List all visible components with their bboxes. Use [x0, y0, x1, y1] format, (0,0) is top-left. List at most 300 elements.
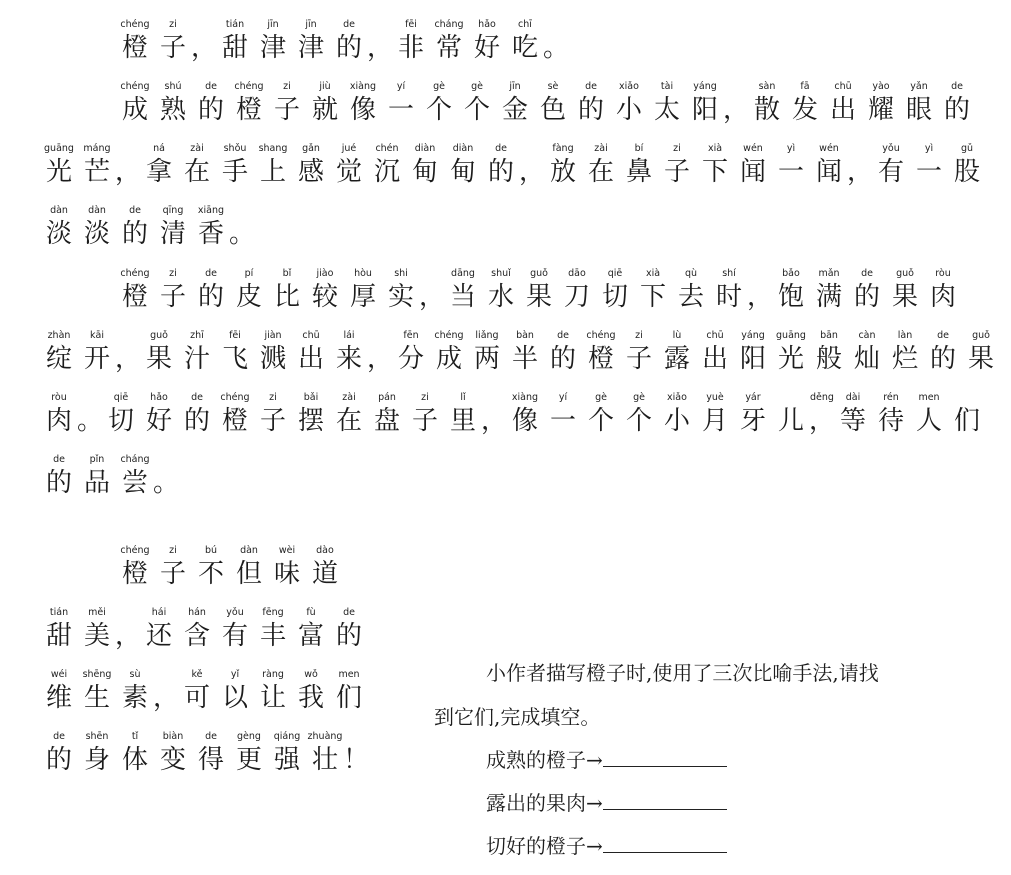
pinyin: yào [872, 81, 890, 92]
hanzi: 露 [663, 344, 690, 374]
hanzi: 的 [335, 33, 362, 63]
pinyin: máng [83, 143, 111, 154]
hanzi: 尝 [121, 468, 148, 498]
hanzi: 果 [967, 344, 994, 374]
hanzi: 小 [615, 95, 642, 125]
hanzi: 手 [221, 157, 248, 187]
char-cell [268, 80, 306, 126]
char-cell [116, 453, 154, 499]
hanzi: 色 [539, 95, 566, 125]
char-cell [230, 730, 268, 776]
char-cell [292, 329, 330, 375]
hanzi: 们 [953, 406, 980, 436]
hanzi: 成 [121, 95, 148, 125]
hanzi: 变 [159, 745, 186, 775]
hanzi: 们 [335, 683, 362, 713]
char-cell [230, 80, 268, 126]
answer-blank-2[interactable] [603, 791, 727, 810]
char-cell [772, 142, 810, 188]
hanzi: ， [115, 344, 142, 374]
hanzi: 光 [777, 344, 804, 374]
hanzi: 肉 [45, 406, 72, 436]
passage-line-8 [40, 443, 178, 499]
char-cell [192, 730, 230, 776]
pinyin: tián [49, 607, 69, 618]
pinyin: dàn [50, 205, 68, 216]
char-cell [582, 329, 620, 375]
pinyin: chéng [220, 392, 250, 403]
hanzi: 阳 [691, 95, 718, 125]
pinyin: zi [169, 19, 177, 30]
pinyin: wèi [278, 545, 296, 556]
hanzi: 太 [653, 95, 680, 125]
pinyin: zài [594, 143, 608, 154]
char-cell [330, 606, 368, 652]
char-cell [192, 18, 216, 64]
hanzi: 就 [311, 95, 338, 125]
char-cell [40, 204, 78, 250]
hanzi: ！ [343, 745, 370, 775]
hanzi: 刀 [563, 282, 590, 312]
pinyin: chū [706, 330, 724, 341]
pinyin: jiào [316, 268, 334, 279]
pinyin: hǎo [478, 19, 496, 30]
hanzi: 还 [145, 621, 172, 651]
hanzi: 切 [107, 406, 134, 436]
hanzi: 味 [273, 559, 300, 589]
pinyin: cháng [120, 454, 150, 465]
hanzi: 出 [829, 95, 856, 125]
pinyin: xiàng [511, 392, 539, 403]
hanzi: 灿 [853, 344, 880, 374]
hanzi: 甜 [221, 33, 248, 63]
hanzi: 的 [943, 95, 970, 125]
char-cell [330, 18, 368, 64]
hanzi: 香 [197, 219, 224, 249]
hanzi: 感 [297, 157, 324, 187]
pinyin: guāng [776, 330, 806, 341]
passage-line-6 [40, 319, 1000, 375]
pinyin: xiàng [349, 81, 377, 92]
pinyin: de [861, 268, 873, 279]
char-cell [178, 391, 216, 437]
char-cell [192, 204, 230, 250]
char-cell [834, 391, 872, 437]
char-cell [292, 668, 330, 714]
char-cell [948, 142, 986, 188]
pinyin: yì [786, 143, 796, 154]
char-cell [392, 18, 430, 64]
char-cell [924, 329, 962, 375]
char-cell [154, 204, 192, 250]
hanzi: 橙 [587, 344, 614, 374]
pinyin: zhī [190, 330, 204, 341]
hanzi: ， [481, 406, 508, 436]
hanzi: 较 [311, 282, 338, 312]
char-cell [116, 80, 154, 126]
pinyin: bǎo [782, 268, 800, 279]
hanzi: 下 [639, 282, 666, 312]
hanzi: 半 [511, 344, 538, 374]
answer-blank-3[interactable] [603, 834, 727, 853]
pinyin: ná [153, 143, 165, 154]
char-cell [116, 142, 140, 188]
char-cell [216, 142, 254, 188]
hanzi: 水 [487, 282, 514, 312]
hanzi: 一 [915, 157, 942, 187]
pinyin: dào [316, 545, 334, 556]
passage-line-9 [116, 534, 344, 590]
char-cell [178, 142, 216, 188]
question-line-1: 小作者描写橙子时,使用了三次比喻手法,请找 [486, 661, 879, 685]
hanzi: 摆 [297, 406, 324, 436]
hanzi: 的 [549, 344, 576, 374]
pinyin: de [495, 143, 507, 154]
char-cell [292, 391, 330, 437]
hanzi: 甸 [449, 157, 476, 187]
pinyin: dāo [568, 268, 586, 279]
pinyin: chī [518, 19, 532, 30]
char-cell [330, 391, 368, 437]
hanzi: 当 [449, 282, 476, 312]
pinyin: xià [707, 143, 723, 154]
hanzi: 光 [45, 157, 72, 187]
hanzi: 橙 [121, 282, 148, 312]
pinyin: jiù [319, 81, 331, 92]
char-cell [40, 391, 78, 437]
pinyin: tián [225, 19, 245, 30]
pinyin: de [205, 731, 217, 742]
pinyin: de [585, 81, 597, 92]
hanzi: 橙 [235, 95, 262, 125]
passage-line-11 [40, 658, 368, 714]
pinyin: guāng [44, 143, 74, 154]
hanzi: 子 [625, 344, 652, 374]
pinyin: wéi [50, 669, 68, 680]
char-cell [734, 391, 772, 437]
char-cell [558, 267, 596, 313]
char-cell [102, 391, 140, 437]
char-cell [534, 80, 572, 126]
hanzi: 子 [259, 406, 286, 436]
hanzi: 不 [197, 559, 224, 589]
hanzi: 果 [525, 282, 552, 312]
char-cell [506, 329, 544, 375]
hanzi: 甸 [411, 157, 438, 187]
char-cell [458, 80, 496, 126]
passage-line-4 [40, 194, 254, 250]
char-cell [544, 329, 582, 375]
pinyin: tǐ [131, 731, 139, 742]
pinyin: ràng [262, 669, 284, 680]
hanzi: 切 [601, 282, 628, 312]
hanzi: 一 [549, 406, 576, 436]
hanzi: 时 [715, 282, 742, 312]
char-cell [368, 142, 406, 188]
char-cell [306, 544, 344, 590]
pinyin: chén [375, 143, 399, 154]
pinyin: cháng [434, 19, 464, 30]
pinyin: zi [421, 392, 429, 403]
hanzi: 子 [159, 559, 186, 589]
hanzi: 得 [197, 745, 224, 775]
pinyin: diàn [452, 143, 474, 154]
char-cell [810, 142, 848, 188]
hanzi: 甜 [45, 621, 72, 651]
hanzi: 的 [335, 621, 362, 651]
pinyin: chū [302, 330, 320, 341]
pinyin: guǒ [530, 268, 548, 279]
passage-line-10 [40, 596, 368, 652]
pinyin: xiāng [197, 205, 225, 216]
char-cell [116, 606, 140, 652]
hanzi: 壮 [311, 745, 338, 775]
pinyin: gè [595, 392, 607, 403]
pinyin: yáng [741, 330, 765, 341]
char-cell [582, 142, 620, 188]
hanzi: 美 [83, 621, 110, 651]
pinyin: zi [269, 392, 277, 403]
pinyin: dàn [88, 205, 106, 216]
char-cell [230, 204, 254, 250]
char-cell [154, 730, 192, 776]
hanzi: 好 [473, 33, 500, 63]
char-cell [848, 142, 872, 188]
hanzi: 橙 [221, 406, 248, 436]
char-cell [734, 142, 772, 188]
hanzi: 牙 [739, 406, 766, 436]
hanzi: 像 [511, 406, 538, 436]
char-cell [900, 80, 938, 126]
hanzi: 吃 [511, 33, 538, 63]
pinyin: de [191, 392, 203, 403]
hanzi: 的 [197, 282, 224, 312]
char-cell [406, 391, 444, 437]
hanzi: 出 [297, 344, 324, 374]
char-cell [292, 142, 330, 188]
pinyin: diàn [414, 143, 436, 154]
char-cell [78, 329, 116, 375]
char-cell [496, 80, 534, 126]
hanzi: 维 [45, 683, 72, 713]
char-cell [482, 142, 520, 188]
char-cell [724, 80, 748, 126]
pinyin: chéng [434, 330, 464, 341]
pinyin: shēng [82, 669, 112, 680]
char-cell [786, 80, 824, 126]
hanzi: 品 [83, 468, 110, 498]
char-cell [154, 18, 192, 64]
char-cell [696, 391, 734, 437]
passage-line-12 [40, 720, 368, 776]
char-cell [658, 329, 696, 375]
hanzi: 的 [929, 344, 956, 374]
hanzi: 的 [197, 95, 224, 125]
hanzi: 耀 [867, 95, 894, 125]
hanzi: 两 [473, 344, 500, 374]
char-cell [772, 391, 810, 437]
fill-item-3 [486, 831, 727, 861]
pinyin: qiē [113, 392, 129, 403]
pinyin: yì [924, 143, 934, 154]
hanzi: 子 [273, 95, 300, 125]
pinyin: de [205, 81, 217, 92]
char-cell [406, 142, 444, 188]
char-cell [810, 329, 848, 375]
char-cell [178, 668, 216, 714]
pinyin: gè [471, 81, 483, 92]
hanzi: 绽 [45, 344, 72, 374]
pinyin: mǎn [818, 268, 840, 279]
char-cell [910, 391, 948, 437]
pinyin: dài [845, 392, 861, 403]
char-cell [40, 668, 78, 714]
char-cell [254, 391, 292, 437]
hanzi: 闻 [815, 157, 842, 187]
char-cell [140, 606, 178, 652]
hanzi: ， [367, 33, 394, 63]
hanzi: 在 [587, 157, 614, 187]
hanzi: 比 [273, 282, 300, 312]
pinyin: bǎi [303, 392, 319, 403]
hanzi: 子 [159, 33, 186, 63]
char-cell [154, 267, 192, 313]
pinyin: chéng [120, 268, 150, 279]
pinyin: zhàn [47, 330, 71, 341]
char-cell [78, 730, 116, 776]
char-cell [154, 453, 178, 499]
fill-item-label: 露出的果肉→ [486, 791, 603, 815]
hanzi: 的 [45, 468, 72, 498]
hanzi: 厚 [349, 282, 376, 312]
pinyin: yáng [693, 81, 717, 92]
pinyin: wǒ [304, 669, 318, 680]
char-cell [78, 204, 116, 250]
fill-item-label: 切好的橙子→ [486, 834, 603, 858]
pinyin: dàn [240, 545, 258, 556]
hanzi: ， [519, 157, 546, 187]
char-cell [216, 18, 254, 64]
hanzi: 来 [335, 344, 362, 374]
hanzi: 一 [777, 157, 804, 187]
pinyin: měi [88, 607, 106, 618]
char-cell [306, 80, 344, 126]
pinyin: yuè [706, 392, 724, 403]
pinyin: de [53, 731, 65, 742]
hanzi: 成 [435, 344, 462, 374]
char-cell [268, 730, 306, 776]
char-cell [544, 391, 582, 437]
char-cell [748, 80, 786, 126]
char-cell [620, 142, 658, 188]
hanzi: 个 [425, 95, 452, 125]
pinyin: de [951, 81, 963, 92]
hanzi: 橙 [121, 33, 148, 63]
char-cell [468, 18, 506, 64]
char-cell [824, 80, 862, 126]
pinyin: bàn [516, 330, 534, 341]
char-cell [192, 544, 230, 590]
hanzi: 个 [463, 95, 490, 125]
pinyin: de [343, 19, 355, 30]
char-cell [140, 329, 178, 375]
hanzi: 汁 [183, 344, 210, 374]
pinyin: de [53, 454, 65, 465]
char-cell [40, 453, 78, 499]
hanzi: ， [367, 344, 394, 374]
hanzi: 眼 [905, 95, 932, 125]
pinyin: gè [433, 81, 445, 92]
hanzi: 里 [449, 406, 476, 436]
hanzi: 清 [159, 219, 186, 249]
char-cell [962, 329, 1000, 375]
hanzi: 。 [77, 406, 104, 436]
pinyin: gǔ [960, 143, 974, 154]
hanzi: 的 [183, 406, 210, 436]
char-cell [610, 80, 648, 126]
char-cell [292, 18, 330, 64]
pinyin: liǎng [475, 330, 499, 341]
hanzi: 飞 [221, 344, 248, 374]
pinyin: yǒu [226, 607, 244, 618]
hanzi: 溅 [259, 344, 286, 374]
answer-blank-1[interactable] [603, 748, 727, 767]
char-cell [368, 391, 406, 437]
char-cell [482, 391, 506, 437]
hanzi: ， [191, 33, 218, 63]
char-cell [192, 267, 230, 313]
hanzi: 拿 [145, 157, 172, 187]
hanzi: 像 [349, 95, 376, 125]
pinyin: shuǐ [491, 268, 511, 279]
char-cell [420, 80, 458, 126]
hanzi: 满 [815, 282, 842, 312]
hanzi: ， [809, 406, 836, 436]
pinyin: zi [283, 81, 291, 92]
pinyin: de [129, 205, 141, 216]
char-cell [116, 544, 154, 590]
char-cell [696, 329, 734, 375]
hanzi: 子 [411, 406, 438, 436]
hanzi: 阳 [739, 344, 766, 374]
hanzi: 上 [259, 157, 286, 187]
char-cell [192, 80, 230, 126]
hanzi: 月 [701, 406, 728, 436]
pinyin: làn [897, 330, 913, 341]
hanzi: 在 [335, 406, 362, 436]
char-cell [634, 267, 672, 313]
pinyin: ròu [935, 268, 951, 279]
pinyin: dāng [451, 268, 475, 279]
char-cell [268, 544, 306, 590]
pinyin: shang [258, 143, 288, 154]
hanzi: ， [115, 157, 142, 187]
char-cell [154, 544, 192, 590]
pinyin: sàn [758, 81, 776, 92]
fill-item-1 [486, 745, 727, 775]
hanzi: 个 [625, 406, 652, 436]
char-cell [810, 267, 848, 313]
hanzi: ， [153, 683, 180, 713]
char-cell [620, 329, 658, 375]
pinyin: bí [634, 143, 644, 154]
hanzi: 去 [677, 282, 704, 312]
question-line-2: 到它们,完成填空。 [434, 705, 601, 729]
pinyin: shú [164, 81, 182, 92]
hanzi: 富 [297, 621, 324, 651]
pinyin: ròu [51, 392, 67, 403]
pinyin: yǎn [910, 81, 928, 92]
